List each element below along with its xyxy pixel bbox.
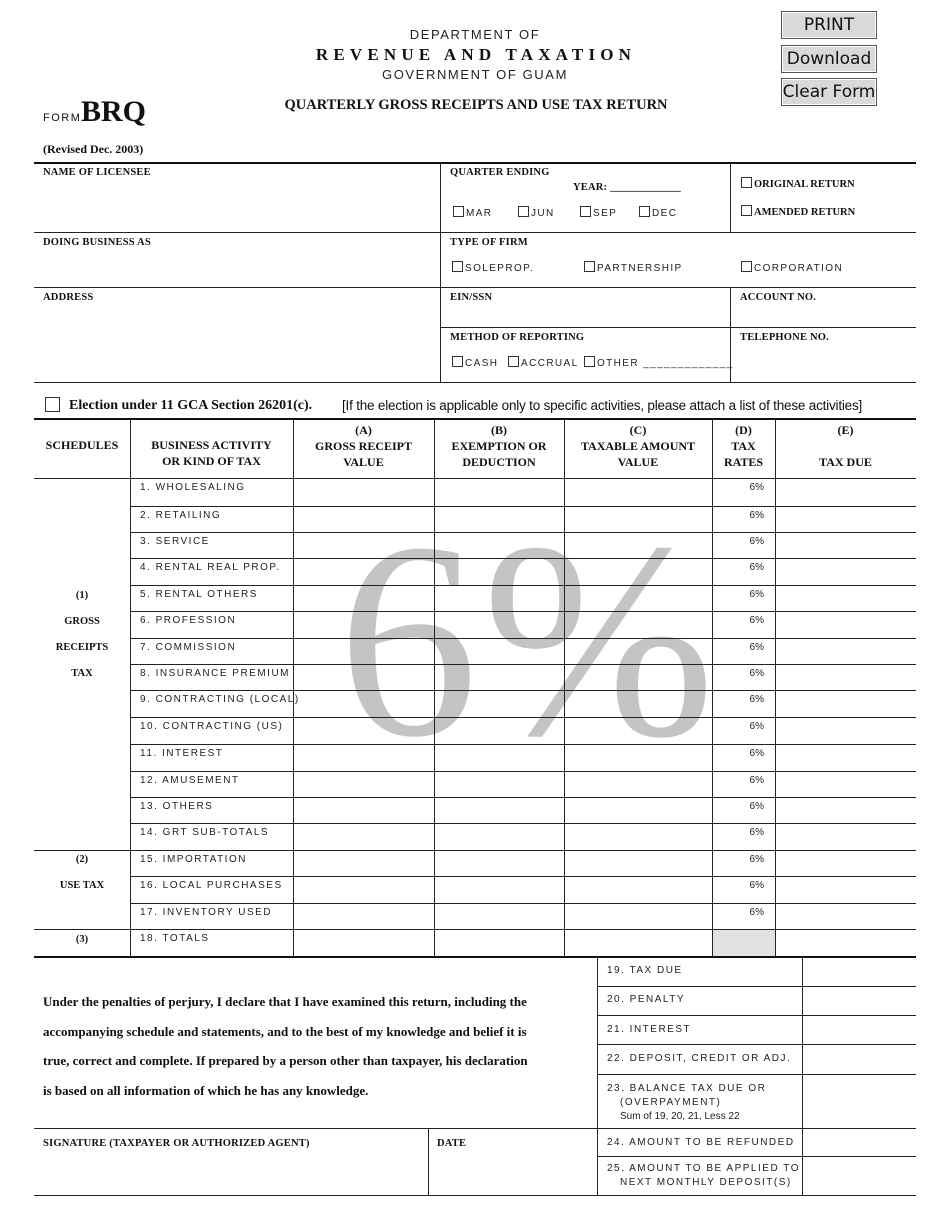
firm-option-partnership[interactable]: PARTNERSHIP [584, 261, 683, 274]
checkbox-icon [584, 261, 595, 272]
table-input-cell[interactable] [776, 718, 916, 744]
table-input-cell[interactable] [776, 745, 916, 771]
table-input-cell[interactable] [294, 824, 434, 850]
table-input-cell[interactable] [435, 798, 564, 823]
table-input-cell[interactable] [294, 691, 434, 717]
tax-rate-value: 6% [749, 668, 764, 679]
table-input-cell[interactable] [294, 877, 434, 903]
table-input-cell[interactable] [435, 877, 564, 903]
table-input-cell[interactable] [776, 559, 916, 585]
table-row-label: 13. OTHERS [140, 801, 214, 812]
table-input-cell[interactable] [776, 851, 916, 876]
table-input-cell[interactable] [776, 824, 916, 850]
table-row-label: 7. COMMISSION [140, 642, 237, 653]
tax-rate-value: 6% [749, 827, 764, 838]
table-input-cell[interactable] [565, 798, 712, 823]
table-input-cell[interactable] [435, 718, 564, 744]
table-input-cell[interactable] [776, 639, 916, 664]
table-input-cell[interactable] [565, 639, 712, 664]
table-input-cell[interactable] [435, 665, 564, 690]
revised-date: (Revised Dec. 2003) [43, 142, 144, 156]
totals-rate-shaded-cell [713, 930, 775, 956]
tax-rate-value: 6% [749, 642, 764, 653]
table-input-cell[interactable] [294, 479, 434, 506]
table-input-cell[interactable] [294, 559, 434, 585]
tax-rate-value: 6% [749, 907, 764, 918]
quarter-ending-label: QUARTER ENDING [450, 167, 550, 178]
table-input-cell[interactable] [294, 507, 434, 532]
doing-business-as-label: DOING BUSINESS AS [43, 237, 151, 248]
table-row-label: 18. TOTALS [140, 933, 210, 944]
table-input-cell[interactable] [565, 612, 712, 638]
schedule-2-number: (2) [75, 854, 89, 865]
table-input-cell[interactable] [776, 665, 916, 690]
tax-rate-value: 6% [749, 801, 764, 812]
table-input-cell[interactable] [565, 479, 712, 506]
tax-rate-value: 6% [749, 694, 764, 705]
schedule-1-receipts: RECEIPTS [55, 642, 109, 653]
year-field[interactable]: YEAR: _____________ [573, 182, 681, 193]
table-input-cell[interactable] [435, 586, 564, 611]
type-of-firm-label: TYPE OF FIRM [450, 237, 528, 248]
table-input-cell[interactable] [294, 665, 434, 690]
tax-rate-value: 6% [749, 615, 764, 626]
method-of-reporting-label: METHOD OF REPORTING [450, 332, 585, 343]
tax-rate-value: 6% [749, 536, 764, 547]
form-code: BRQ [81, 95, 147, 128]
table-row-label: 15. IMPORTATION [140, 854, 247, 865]
department-name: REVENUE AND TAXATION [315, 45, 637, 64]
tax-rate-value: 6% [749, 854, 764, 865]
table-input-cell[interactable] [435, 930, 564, 956]
method-option-accrual[interactable]: ACCRUAL [508, 356, 579, 369]
checkbox-icon [508, 356, 519, 367]
table-input-cell[interactable] [435, 533, 564, 558]
table-input-cell[interactable] [435, 904, 564, 929]
summary-applied-label: 25. AMOUNT TO BE APPLIED TO NEXT MONTHLY DEPOSIT(S) [607, 1163, 800, 1188]
tax-rate-value: 6% [749, 510, 764, 521]
table-row-label: 14. GRT SUB-TOTALS [140, 827, 270, 838]
checkbox-icon [452, 261, 463, 272]
rate-watermark: 6% [338, 484, 720, 795]
signature-label: SIGNATURE (TAXPAYER OR AUTHORIZED AGENT) [43, 1138, 310, 1149]
table-input-cell[interactable] [776, 612, 916, 638]
firm-option-corporation[interactable]: CORPORATION [741, 261, 843, 274]
checkbox-icon [639, 206, 650, 217]
table-input-cell[interactable] [294, 798, 434, 823]
table-input-cell[interactable] [294, 745, 434, 771]
perjury-declaration: Under the penalties of perjury, I declare that I have examined this return, including the accompanying schedule and statements, and to the best of my knowledge and belief it is true, correct and complete. If prepared by a person other than taxpayer, his declaration is based on all information of which he has any knowledge. [43, 994, 528, 1098]
checkbox-icon [741, 177, 752, 188]
table-input-cell[interactable] [435, 479, 564, 506]
date-label: DATE [437, 1138, 467, 1149]
table-input-cell[interactable] [565, 559, 712, 585]
summary-penalty-label: 20. PENALTY [607, 994, 686, 1005]
schedule-2-use-tax: USE TAX [59, 880, 105, 891]
table-input-cell[interactable] [565, 745, 712, 771]
government-line: GOVERNMENT OF GUAM [381, 67, 568, 82]
col-business-header: BUSINESS ACTIVITY OR KIND OF TAX [151, 438, 272, 468]
address-label: ADDRESS [43, 292, 94, 303]
table-input-cell[interactable] [294, 586, 434, 611]
table-input-cell[interactable] [565, 586, 712, 611]
department-line-1: DEPARTMENT OF [409, 27, 541, 42]
table-input-cell[interactable] [294, 772, 434, 797]
table-input-cell[interactable] [435, 612, 564, 638]
table-input-cell[interactable] [294, 718, 434, 744]
tax-rate-value: 6% [749, 589, 764, 600]
tax-rate-value: 6% [749, 482, 764, 493]
col-c-header: (C) TAXABLE AMOUNT VALUE [580, 423, 696, 469]
table-row-label: 16. LOCAL PURCHASES [140, 880, 283, 891]
table-input-cell[interactable] [776, 798, 916, 823]
table-input-cell[interactable] [565, 877, 712, 903]
col-e-header: (E) TAX DUE [819, 423, 872, 469]
table-input-cell[interactable] [776, 772, 916, 797]
original-return-option[interactable]: ORIGINAL RETURN [741, 177, 855, 190]
schedule-1-number: (1) [75, 590, 89, 601]
table-input-cell[interactable] [435, 507, 564, 532]
checkbox-icon [518, 206, 529, 217]
col-d-header: (D) TAX RATES [723, 423, 764, 469]
table-input-cell[interactable] [435, 639, 564, 664]
table-input-cell[interactable] [776, 904, 916, 929]
table-input-cell[interactable] [294, 930, 434, 956]
checkbox-icon [452, 356, 463, 367]
quarter-option-sep[interactable]: SEP [580, 206, 617, 219]
table-input-cell[interactable] [565, 718, 712, 744]
table-input-cell[interactable] [565, 691, 712, 717]
table-row-label: 3. SERVICE [140, 536, 210, 547]
table-input-cell[interactable] [776, 479, 916, 506]
table-input-cell[interactable] [565, 533, 712, 558]
schedule-1-tax: TAX [71, 668, 93, 679]
table-input-cell[interactable] [565, 851, 712, 876]
form-title: QUARTERLY GROSS RECEIPTS AND USE TAX RETURN [284, 97, 668, 113]
method-option-cash[interactable]: CASH [452, 356, 498, 369]
col-b-header: (B) EXEMPTION OR DEDUCTION [451, 423, 547, 469]
table-row-label: 11. INTEREST [140, 748, 224, 759]
table-input-cell[interactable] [565, 772, 712, 797]
table-input-cell[interactable] [776, 507, 916, 532]
table-input-cell[interactable] [294, 639, 434, 664]
table-row-label: 4. RENTAL REAL PROP. [140, 562, 281, 573]
download-button[interactable]: Download [781, 45, 877, 73]
checkbox-icon [741, 261, 752, 272]
firm-option-soleprop[interactable]: SOLEPROP. [452, 261, 534, 274]
table-input-cell[interactable] [565, 665, 712, 690]
form-prefix: FORM [43, 112, 82, 124]
method-option-other[interactable]: OTHER _____________ [584, 356, 734, 369]
table-row-label: 10. CONTRACTING (US) [140, 721, 284, 732]
table-row-label: 9. CONTRACTING (LOCAL) [140, 694, 300, 705]
table-input-cell[interactable] [435, 851, 564, 876]
table-input-cell[interactable] [565, 507, 712, 532]
table-input-cell[interactable] [294, 904, 434, 929]
print-button[interactable]: PRINT [781, 11, 877, 39]
table-input-cell[interactable] [294, 612, 434, 638]
tax-rate-value: 6% [749, 748, 764, 759]
table-input-cell[interactable] [776, 691, 916, 717]
table-input-cell[interactable] [435, 824, 564, 850]
table-input-cell[interactable] [294, 851, 434, 876]
checkbox-icon [580, 206, 591, 217]
table-input-cell[interactable] [435, 745, 564, 771]
account-no-label: ACCOUNT NO. [740, 292, 817, 303]
quarter-option-mar[interactable]: MAR [453, 206, 492, 219]
checkbox-icon [453, 206, 464, 217]
table-row-label: 17. INVENTORY USED [140, 907, 273, 918]
summary-interest-label: 21. INTEREST [607, 1024, 692, 1035]
table-row-label: 8. INSURANCE PREMIUM [140, 668, 291, 679]
telephone-no-label: TELEPHONE NO. [740, 332, 829, 343]
table-input-cell[interactable] [776, 877, 916, 903]
table-input-cell[interactable] [565, 930, 712, 956]
table-row-label: 5. RENTAL OTHERS [140, 589, 258, 600]
quarter-option-dec[interactable]: DEC [639, 206, 677, 219]
col-a-header: (A) GROSS RECEIPT VALUE [314, 423, 413, 469]
table-row-label: 2. RETAILING [140, 510, 222, 521]
summary-balance-label: 23. BALANCE TAX DUE OR (OVERPAYMENT) Sum of 19, 20, 21, Less 22 [607, 1083, 767, 1122]
col-schedules-header: SCHEDULES [45, 438, 119, 452]
table-input-cell[interactable] [435, 691, 564, 717]
schedule-1-gross: GROSS [64, 616, 100, 627]
schedule-3-number: (3) [75, 934, 89, 945]
table-input-cell[interactable] [776, 586, 916, 611]
table-input-cell[interactable] [565, 904, 712, 929]
quarter-option-jun[interactable]: JUN [518, 206, 555, 219]
ein-ssn-label: EIN/SSN [450, 292, 493, 303]
checkbox-icon [741, 205, 752, 216]
name-of-licensee-label: NAME OF LICENSEE [43, 167, 151, 178]
tax-rate-value: 6% [749, 775, 764, 786]
summary-deposit-label: 22. DEPOSIT, CREDIT OR ADJ. [607, 1053, 792, 1064]
amended-return-option[interactable]: AMENDED RETURN [741, 205, 855, 218]
tax-rate-value: 6% [749, 721, 764, 732]
summary-tax-due-label: 19. TAX DUE [607, 965, 683, 976]
tax-rate-value: 6% [749, 880, 764, 891]
election-checkbox[interactable] [45, 397, 60, 412]
summary-refund-label: 24. AMOUNT TO BE REFUNDED [607, 1137, 795, 1148]
election-label: Election under 11 GCA Section 26201(c). [69, 398, 313, 413]
checkbox-icon [584, 356, 595, 367]
table-row-label: 1. WHOLESALING [140, 482, 246, 493]
table-input-cell[interactable] [776, 533, 916, 558]
election-note: [If the election is applicable only to specific activities, please attach a list of these activities] [342, 398, 863, 413]
table-input-cell[interactable] [776, 930, 916, 956]
table-input-cell[interactable] [435, 559, 564, 585]
tax-rate-value: 6% [749, 562, 764, 573]
table-input-cell[interactable] [435, 772, 564, 797]
table-row-label: 6. PROFESSION [140, 615, 237, 626]
table-row-label: 12. AMUSEMENT [140, 775, 240, 786]
clear-form-button[interactable]: Clear Form [781, 78, 877, 106]
table-input-cell[interactable] [294, 533, 434, 558]
table-input-cell[interactable] [565, 824, 712, 850]
